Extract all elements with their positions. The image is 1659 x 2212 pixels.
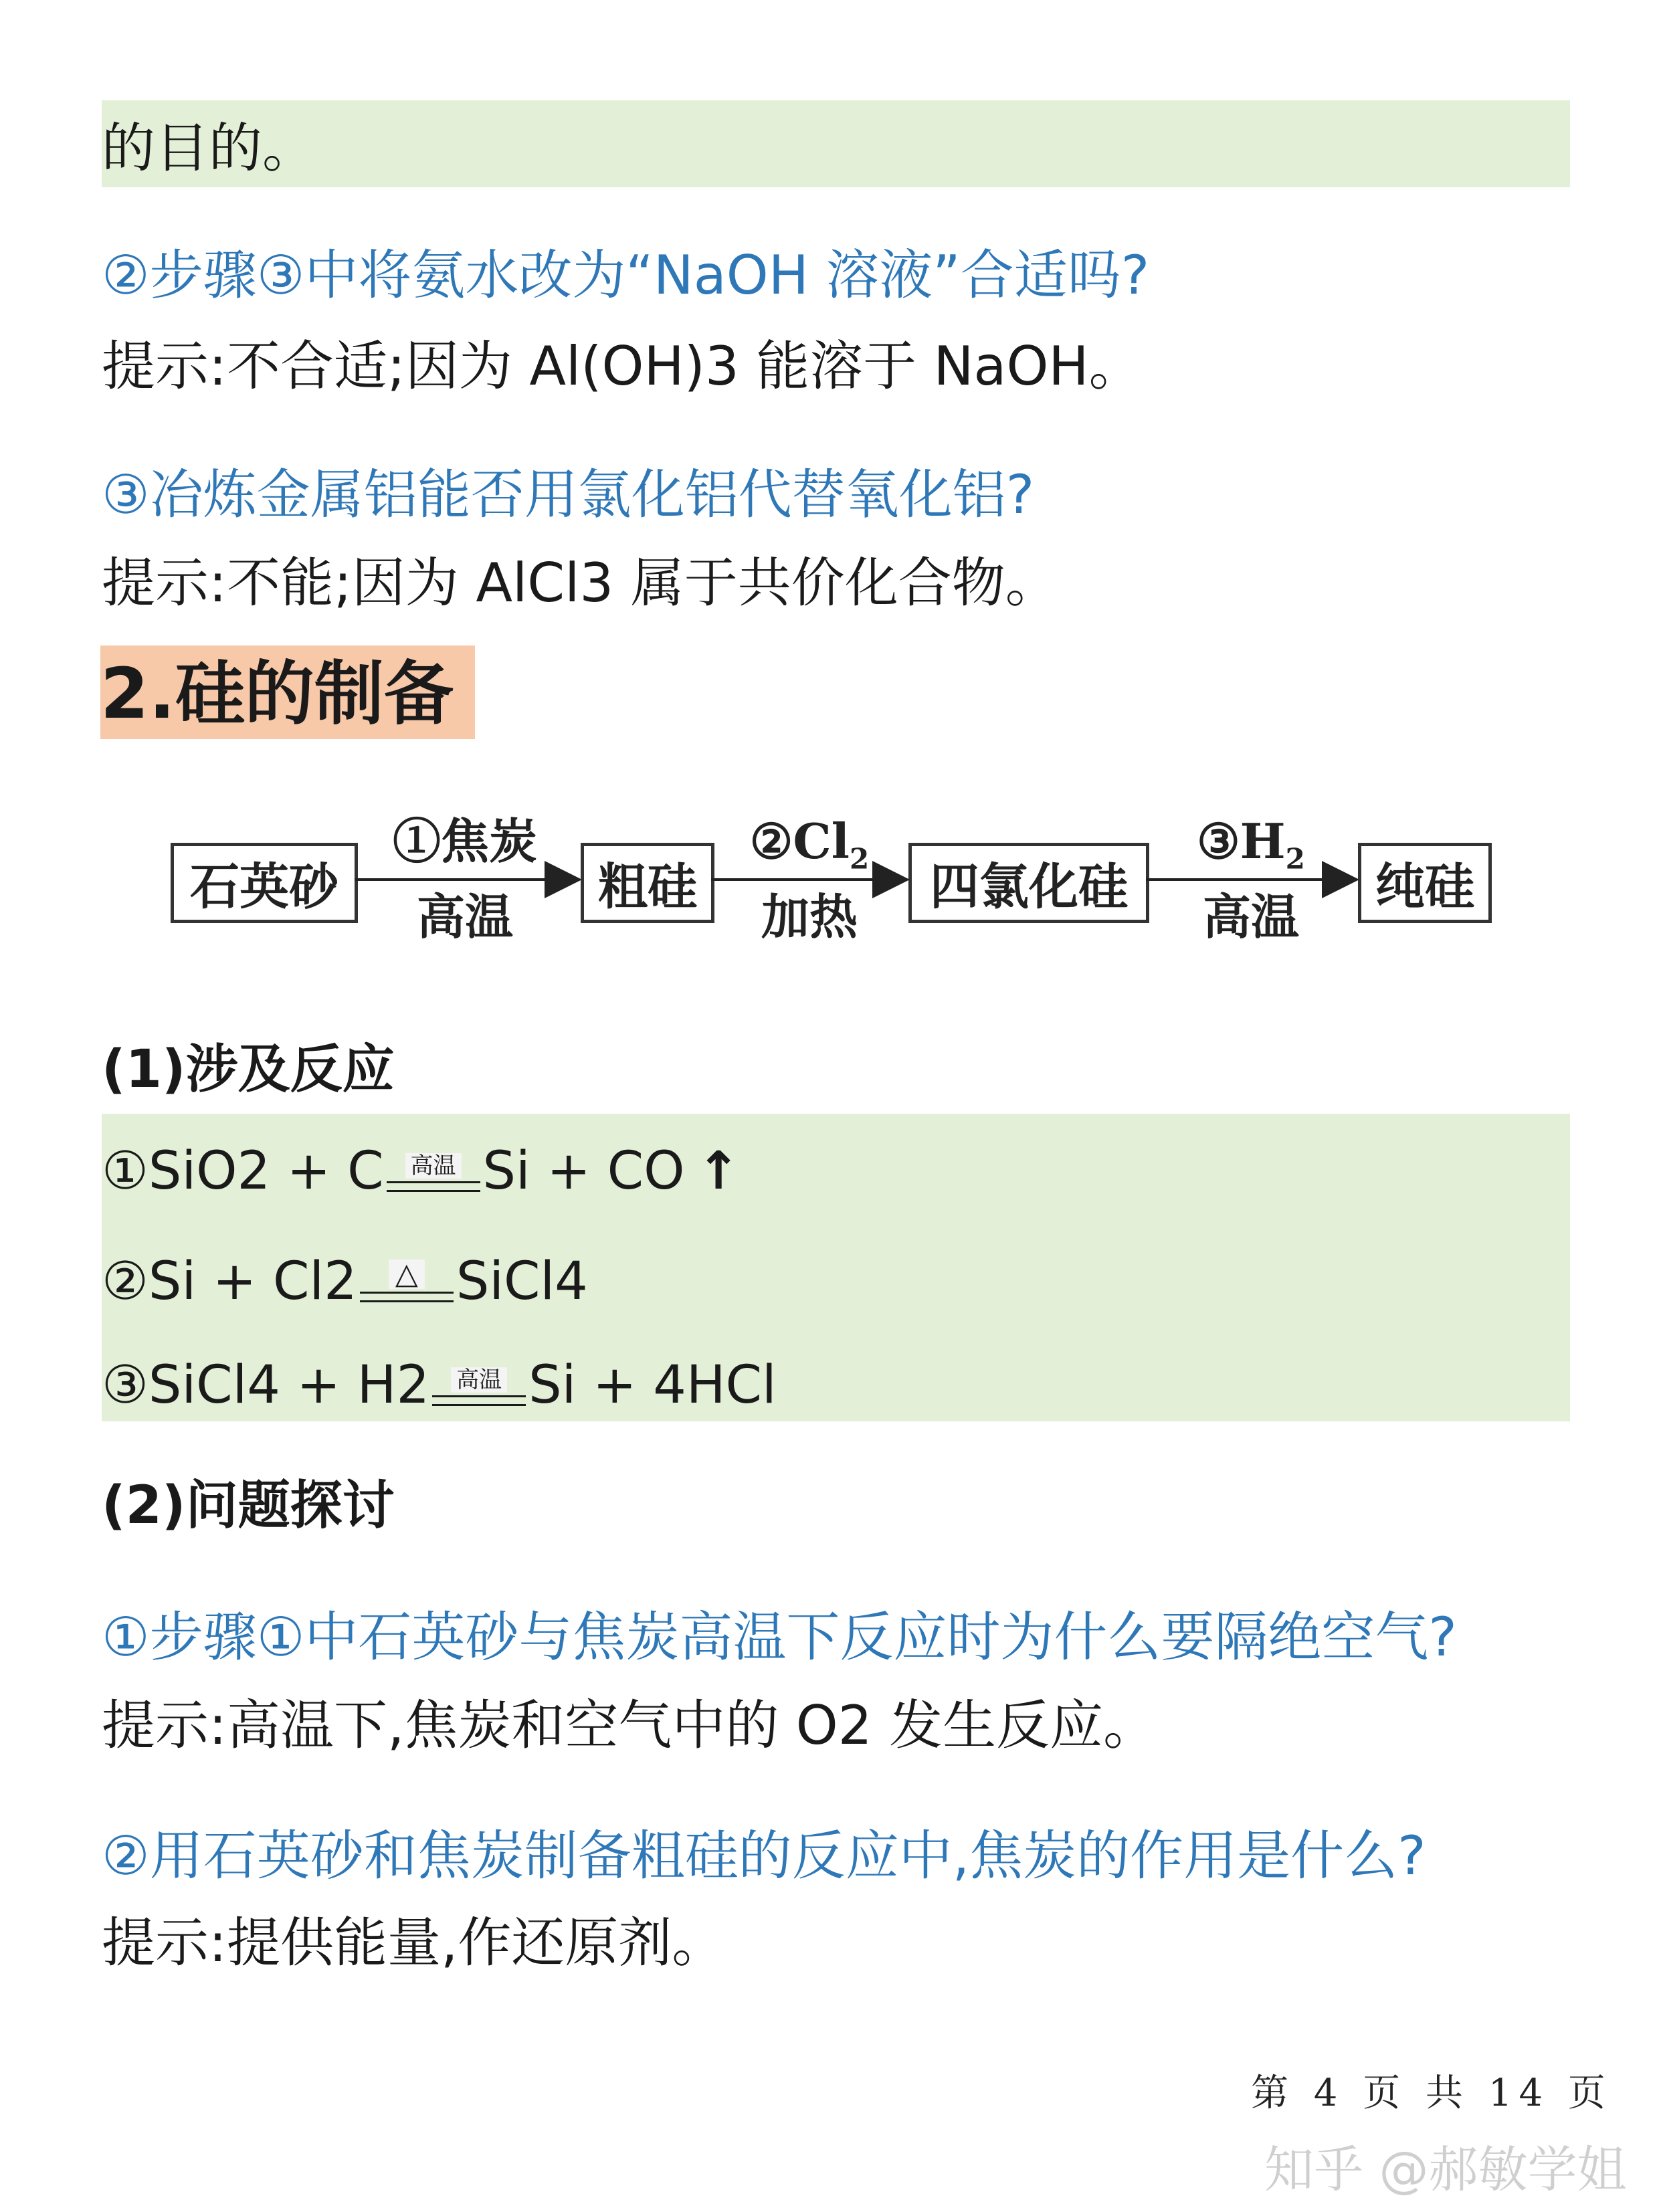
reaction-3 [102, 1344, 777, 1415]
flow-box-quartz-sand: 石英砂 [171, 843, 358, 923]
answer-discussion-1: 提示:高温下,焦炭和空气中的 O2 发生反应。 [102, 1694, 1157, 1756]
flow-box-silicon-tetrachloride: 四氯化硅 [908, 843, 1149, 923]
flow-box-crude-silicon: 粗硅 [581, 843, 714, 923]
flow-box-pure-silicon: 纯硅 [1358, 843, 1492, 923]
question-3: ③冶炼金属铝能否用氯化铝代替氧化铝? [102, 464, 1035, 526]
subheading-discussion: (2)问题探讨 [102, 1476, 395, 1536]
flow-step-2-reagent: $②Cl_2$ [749, 813, 870, 876]
reaction-2-condition [360, 1257, 454, 1302]
intro-text: 的目的。 [102, 117, 316, 179]
answer-2: 提示:不合适;因为 Al(OH)3 能溶于 NaOH。 [102, 335, 1143, 397]
watermark: 知乎 @郝敏学姐 [1264, 2141, 1627, 2199]
flow-step-1-condition: 高温 [416, 888, 513, 945]
reaction-2-left: ②Si + Cl2 [102, 1251, 357, 1312]
reaction-2 [102, 1234, 588, 1312]
reaction-3-condition: 高温 [432, 1367, 526, 1406]
reaction-1 [102, 1130, 741, 1201]
question-2: ②步骤③中将氨水改为“NaOH 溶液”合适吗? [102, 244, 1150, 306]
page-number: 第 4 页 共 14 页 [1251, 2072, 1612, 2115]
reaction-2-right: SiCl4 [456, 1251, 588, 1312]
answer-3: 提示:不能;因为 AlCl3 属于共价化合物。 [102, 552, 1059, 614]
section-heading: 2.硅的制备 [100, 653, 454, 734]
flow-step-3-condition: 高温 [1202, 888, 1299, 945]
flow-step-3-reagent: $③H_2$ [1197, 813, 1305, 876]
answer-discussion-2: 提示:提供能量,作还原剂。 [102, 1912, 726, 1974]
reaction-1-right: Si + CO [482, 1141, 685, 1201]
subheading-reactions: (1)涉及反应 [102, 1039, 395, 1100]
reaction-3-left: ③SiCl4 + H2 [102, 1355, 430, 1415]
gas-arrow-icon: ↑ [696, 1141, 741, 1201]
heat-triangle-icon: △ [389, 1260, 425, 1289]
reaction-1-condition: 高温 [387, 1153, 480, 1192]
reaction-1-left: ①SiO2 + C [102, 1141, 384, 1201]
question-discussion-2: ②用石英砂和焦炭制备粗硅的反应中,焦炭的作用是什么? [102, 1825, 1426, 1887]
flow-step-1-reagent: ①焦炭 [392, 813, 537, 870]
reaction-3-right: Si + 4HCl [528, 1355, 777, 1415]
question-discussion-1: ①步骤①中石英砂与焦炭高温下反应时为什么要隔绝空气? [102, 1606, 1457, 1668]
flow-step-2-condition: 加热 [761, 888, 858, 945]
